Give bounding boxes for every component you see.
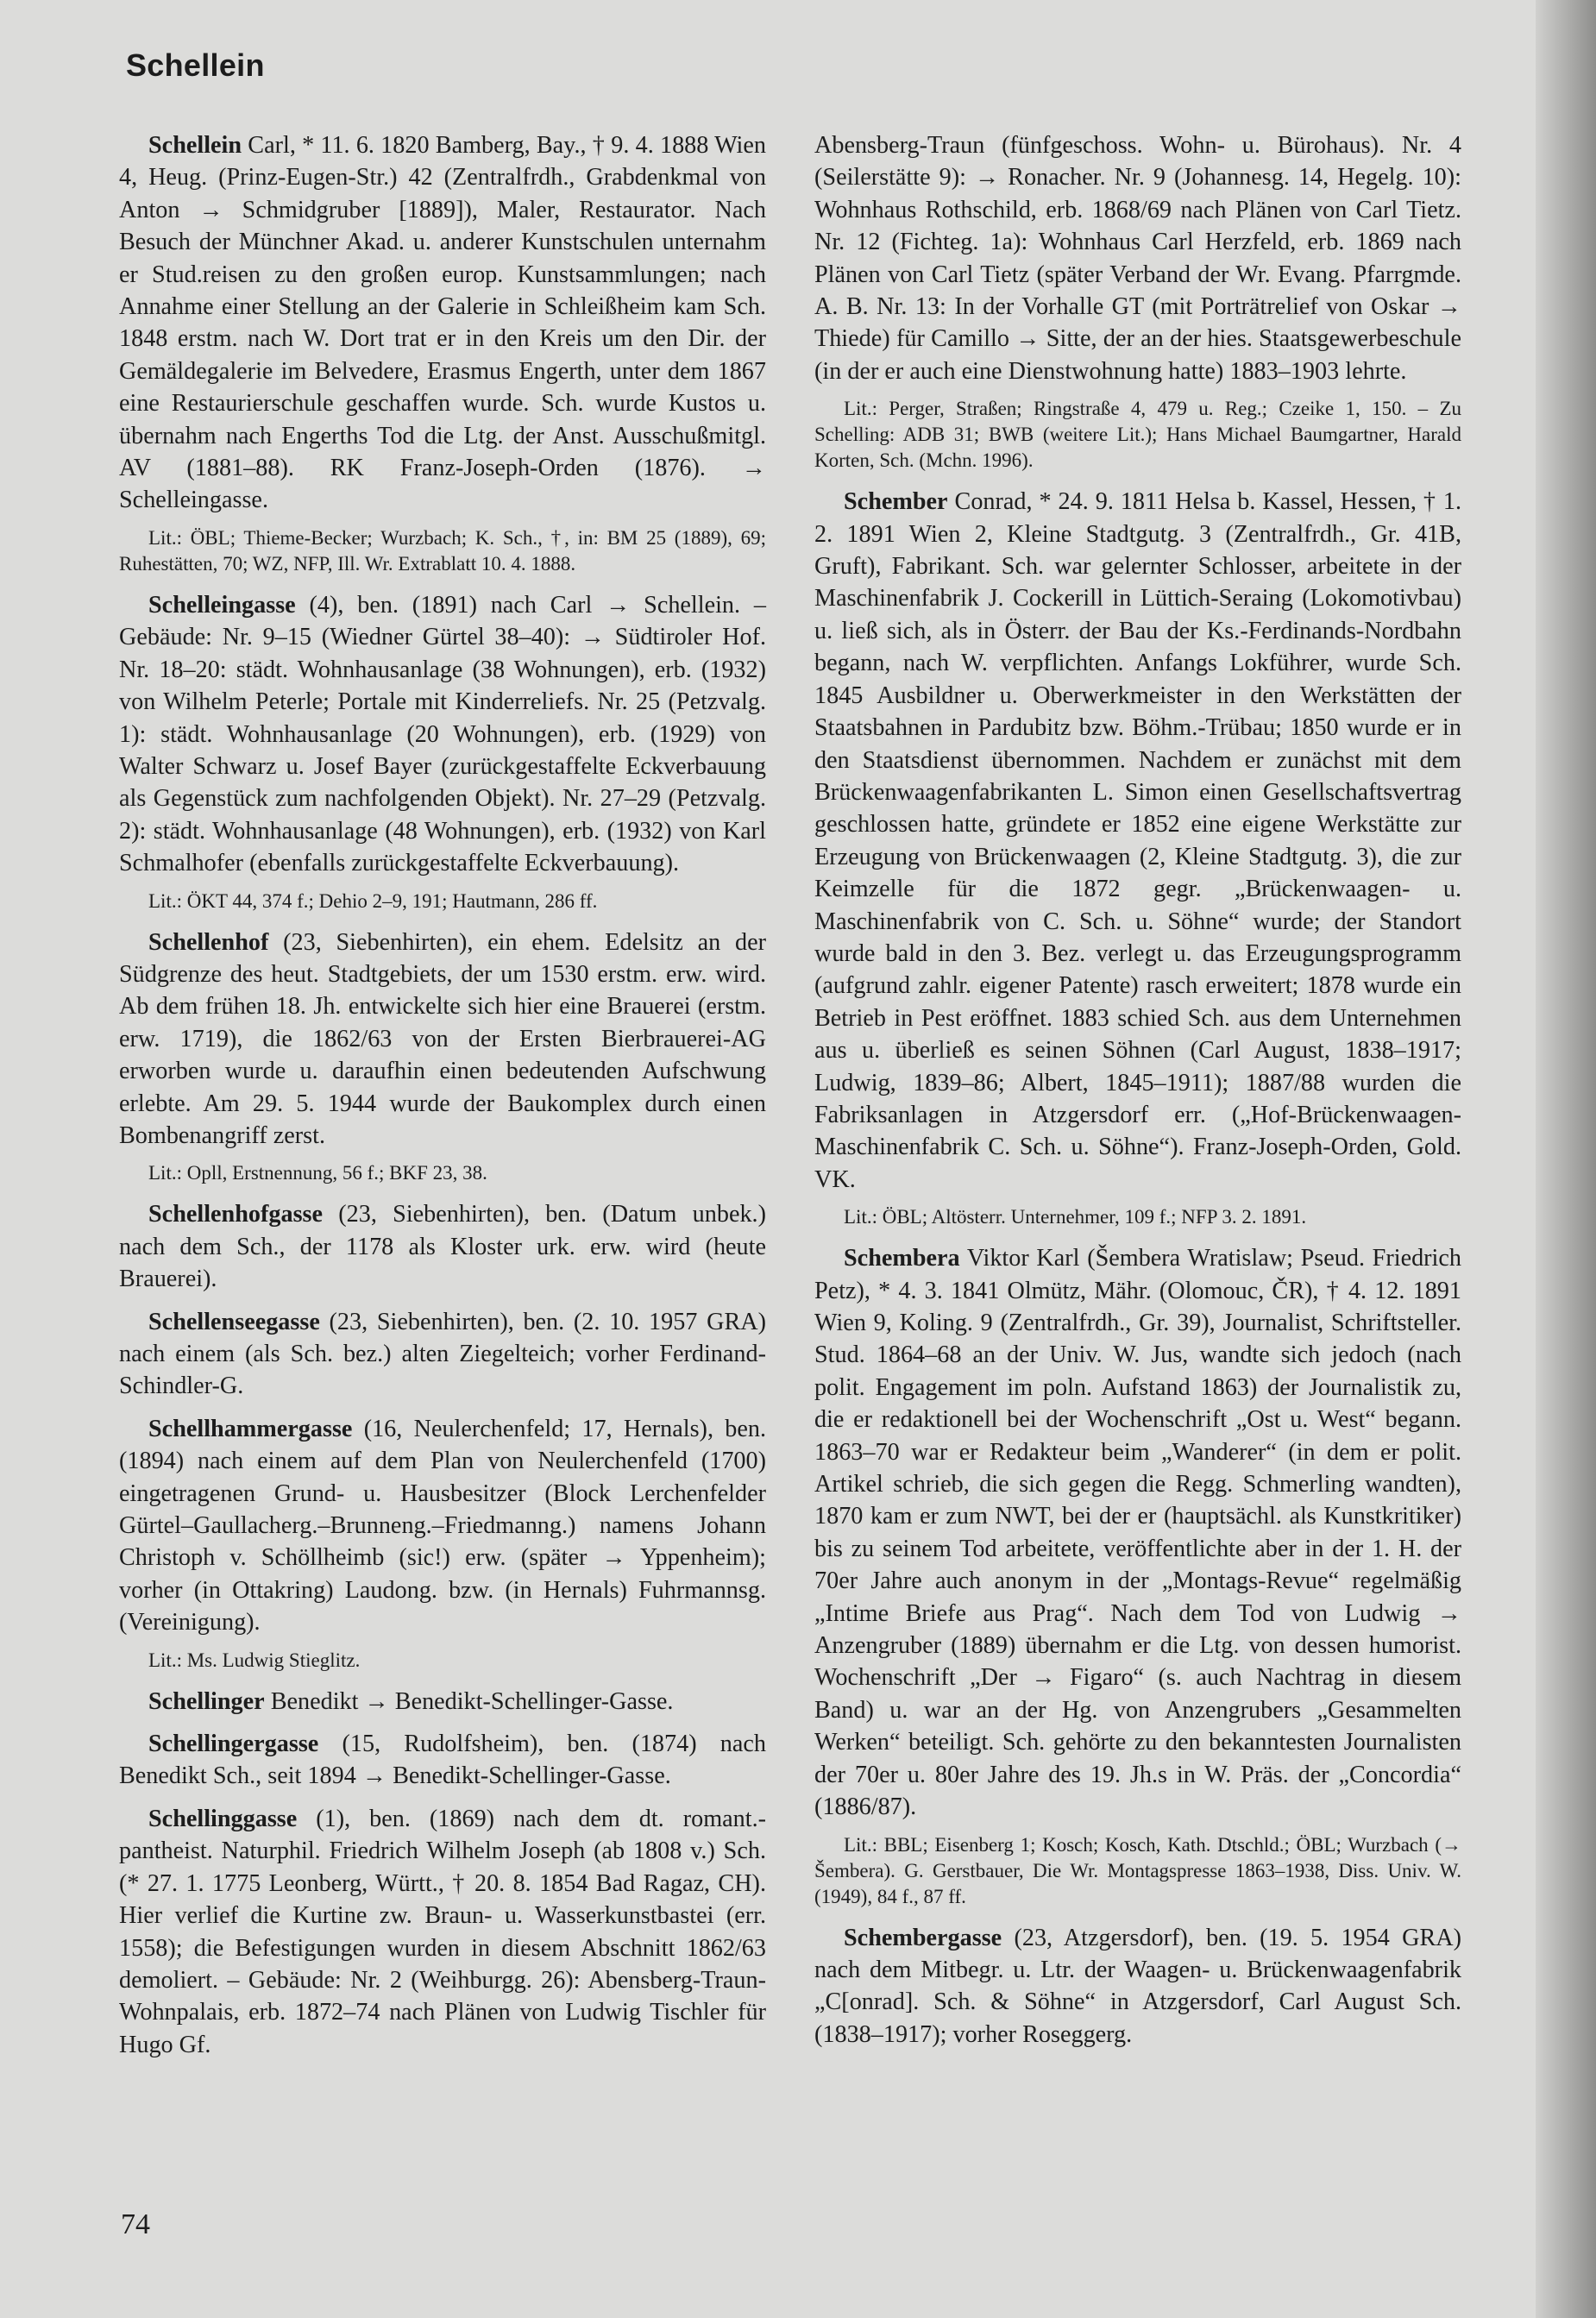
dictionary-entry (119, 1803, 766, 2061)
entry-literature: Lit.: Opll, Erstnennung, 56 f.; BKF 23, 38. (148, 1162, 487, 1184)
entry-headword: Schellenhofgasse (148, 1201, 324, 1228)
dictionary-entry (119, 129, 766, 517)
entry-literature: Lit.: Ms. Ludwig Stieglitz. (148, 1649, 361, 1671)
dictionary-entry (119, 589, 766, 880)
entry-text: (23, Siebenhirten), ein ehem. Edelsitz an der Südgrenze des heut. Stadtgebiets, der um 1530 erstm. erw. wird. Ab dem frühen 18. Jh. entwickelte sich hier eine Brauerei (erstm. erw. 1719), die 1862/63 von der Ersten Bierbrauerei-AG erworben wurde u. daraufhin einen bedeutenden Aufschwung erlebte. Am 29. 5. 1944 wurde der Baukomplex durch einen Bombenangriff zerst. (119, 928, 766, 1149)
entry-literature: Lit.: ÖBL; Altösterr. Unternehmer, 109 f.; NFP 3. 2. 1891. (844, 1206, 1307, 1228)
entry-headword: Schellein (148, 132, 242, 159)
dictionary-entry (119, 1198, 766, 1295)
entry-text: (1), ben. (1869) nach dem dt. romant.-pantheist. Naturphil. Friedrich Wilhelm Joseph (ab 1808 v.) Sch. (* 27. 1. 1775 Leonberg, Württ., † 20. 8. 1854 Bad Ragaz, CH). Hier verlief die Kurtine zw. Braun- u. Wasserkunstbastei (err. 1558); die Befestigungen wurden in diesem Abschnitt 1862/63 demoliert. – Gebäude: Nr. 2 (Weihburgg. 26): Abensberg-Traun-Wohnpalais, erb. 1872–74 nach Plänen von Ludwig Tischler für Hugo Gf. (119, 1805, 766, 2058)
entry-text: (23, Siebenhirten), ben. (Datum unbek.) nach dem Sch., der 1178 als Kloster urk. erw. wird (heute Brauerei). (119, 1201, 766, 1293)
dictionary-entry (814, 486, 1461, 1196)
entry-text: (16, Neulerchenfeld; 17, Hernals), ben. (1894) nach einem auf dem Plan von Neulerchenfeld (1700) eingetragenen Grund- u. Hausbesitzer (Block Lerchenfelder Gürtel–Gaullacherg.–Brunneng.–Friedmanng.) namens Johann Christoph v. Schöllheimb (sic!) erw. (später → Yppenheim); vorher (in Ottakring) Laudong. bzw. (in Hernals) Fuhrmannsg. (Vereinigung). (119, 1415, 766, 1636)
entry-headword: Schellenhof (148, 928, 269, 956)
page-number: 74 (121, 2208, 150, 2240)
entry-headword: Schember (844, 488, 948, 516)
dictionary-entry (119, 1728, 766, 1793)
entry-headword: Schellinger (148, 1687, 265, 1715)
entry-literature: Lit.: BBL; Eisenberg 1; Kosch; Kosch, Kath. Dtschld.; ÖBL; Wurzbach (→ Šembera). G. Gerstbauer, Die Wr. Montagspresse 1863–1938, Diss. Univ. W. (1949), 84 f., 87 ff. (814, 1833, 1461, 1907)
entry-headword: Schembergasse (844, 1924, 1002, 1951)
entry-literature: Lit.: ÖKT 44, 374 f.; Dehio 2–9, 191; Hautmann, 286 ff. (148, 889, 598, 912)
entry-text: Conrad, * 24. 9. 1811 Helsa b. Kassel, Hessen, † 1. 2. 1891 Wien 2, Kleine Stadtgutg. 3 (Zentralfrdh., Gr. 41B, Gruft), Fabrikant. Sch. war gelernter Schlosser, arbeitete in der Maschinenfabrik J. Cockerill in Lüttich-Seraing (Lokomotivbau) u. ließ sich, als in Österr. der Bau der Ks.-Ferdinands-Nordbahn begann, nach W. verpflichten. Anfangs Lokführer, wurde Sch. 1845 Ausbildner u. Oberwerkmeister in den Werkstätten der Staatsbahnen in Pardubitz bzw. Böhm.-Trübau; 1850 wurde er in den Staatsdienst übernommen. Nachdem er zunächst mit dem Brückenwaagenfabrikanten L. Simon einen Gesellschaftsvertrag geschlossen hatte, gründete er 1852 eine eigene Werkstätte zur Erzeugung von Brückenwaagen (2, Kleine Stadtgutg. 3), die zur Keimzelle für die 1872 gegr. „Brückenwaagen- u. Maschinenfabrik von C. Sch. u. Söhne“ wurde; der Standort wurde bald in den 3. Bez. verlegt u. das Erzeugungsprogramm (aufgrund zahlr. eigener Patente) rasch erweitert; 1878 wurde ein Betrieb in Pest eröffnet. 1883 schied Sch. aus dem Unternehmen aus u. überließ es seinen Söhnen (Carl August, 1838–1917; Ludwig, 1839–86; Albert, 1845–1911); 1887/88 wurden die Fabriksanlagen in Atzgersdorf err. („Hof-Brückenwaagen-Maschinenfabrik C. Sch. u. Söhne“). Franz-Joseph-Orden, Gold. VK. (814, 488, 1461, 1193)
right-column (814, 129, 1461, 2061)
page-edge-shadow (1536, 0, 1596, 2318)
dictionary-entry (119, 1686, 766, 1718)
running-head: Schellein (126, 47, 265, 83)
entry-text: (4), ben. (1891) nach Carl → Schellein. – Gebäude: Nr. 9–15 (Wiedner Gürtel 38–40): → Südtiroler Hof. Nr. 18–20: städt. Wohnhausanlage (38 Wohnungen), erb. (1932) von Wilhelm Peterle; Portale mit Kinderreliefs. Nr. 25 (Petzvalg. 1): städt. Wohnhausanlage (20 Wohnungen), erb. (1929) von Walter Schwarz u. Josef Bayer (zurückgestaffelte Eckverbauung als Gegenstück zum nachfolgenden Objekt). Nr. 27–29 (Petzvalg. 2): städt. Wohnhausanlage (48 Wohnungen), erb. (1932) von Karl Schmalhofer (ebenfalls zurückgestaffelte Eckverbauung). (119, 591, 766, 877)
entry-text: Benedikt → Benedikt-Schellinger-Gasse. (264, 1687, 674, 1715)
entry-headword: Schelleingasse (148, 591, 296, 619)
entry-text: (23, Siebenhirten), ben. (2. 10. 1957 GRA) nach einem (als Sch. bez.) alten Ziegelteich; vorher Ferdinand-Schindler-G. (119, 1308, 766, 1400)
entry-literature: Lit.: ÖBL; Thieme-Becker; Wurzbach; K. Sch., †, in: BM 25 (1889), 69; Ruhestätten, 70; WZ, NFP, Ill. Wr. Extrablatt 10. 4. 1888. (119, 526, 766, 575)
entry-headword: Schellingergasse (148, 1731, 319, 1758)
dictionary-entry (814, 129, 1461, 387)
left-column (119, 129, 766, 2071)
entry-headword: Schellinggasse (148, 1805, 298, 1832)
entry-headword: Schembera (844, 1245, 960, 1272)
dictionary-entry (119, 1413, 766, 1639)
entry-headword: Schellenseegasse (148, 1308, 320, 1335)
entry-headword: Schellhammergasse (148, 1415, 353, 1442)
dictionary-entry (119, 1306, 766, 1403)
entry-text: Viktor Karl (Šembera Wratislaw; Pseud. Friedrich Petz), * 4. 3. 1841 Olmütz, Mähr. (Olomouc, ČR), † 4. 12. 1891 Wien 9, Koling. 9 (Zentralfrdh., Gr. 39), Journalist, Schriftsteller. Stud. 1864–68 an der Univ. W. Jus, wandte sich jedoch (nach polit. Engagement im poln. Aufstand 1863) der Journalistik zu, die er redaktionell bei der Wochenschrift „Ost u. West“ begann. 1863–70 war er Redakteur beim „Wanderer“ (in dem er polit. Artikel schrieb, die sich gegen die Regg. Schmerling wandten), 1870 kam er zum NWT, bei der er (hauptsächl. als Kunstkritiker) bis zu seinem Tod arbeitete, veröffentlichte aber in der 1. H. der 70er Jahre auch anonym in der „Montags-Revue“ regelmäßig „Intime Briefe aus Prag“. Nach dem Tod von Ludwig → Anzengruber (1889) übernahm er die Ltg. von dessen humorist. Wochenschrift „Der → Figaro“ (s. auch Nachtrag in diesem Band) u. war an der Hg. von Anzengrubers „Gesammelten Werken“ beteiligt. Sch. gehörte zu den bekanntesten Journalisten der 70er u. 80er Jahre des 19. Jh.s in W. Präs. der „Concordia“ (1886/87). (814, 1245, 1461, 1821)
dictionary-entry (119, 927, 766, 1153)
dictionary-entry (814, 1922, 1461, 2051)
entry-literature: Lit.: Perger, Straßen; Ringstraße 4, 479 u. Reg.; Czeike 1, 150. – Zu Schelling: ADB 31; BWB (weitere Lit.); Hans Michael Baumgartner, Harald Korten, Sch. (Mchn. 1996). (814, 398, 1461, 472)
entry-text: (15, Rudolfsheim), ben. (1874) nach Benedikt Sch., seit 1894 → Benedikt-Schellinger-Gasse. (119, 1731, 766, 1790)
entry-text: Carl, * 11. 6. 1820 Bamberg, Bay., † 9. 4. 1888 Wien 4, Heug. (Prinz-Eugen-Str.) 42 (Zentralfrdh., Grabdenkmal von Anton → Schmidgruber [1889]), Maler, Restaurator. Nach Besuch der Münchner Akad. u. anderer Kunstschulen unternahm er Stud.reisen zu den großen europ. Kunstsammlungen; nach Annahme einer Stellung an der Galerie in Schleißheim kam Sch. 1848 erstm. nach W. Dort trat er in den Kreis um den Dir. der Gemäldegalerie im Belvedere, Erasmus Engerth, unter dem 1867 eine Restaurierschule geschaffen wurde. Sch. wurde Kustos u. übernahm nach Engerths Tod die Ltg. der Anst. Ausschußmitgl. AV (1881–88). RK Franz-Joseph-Orden (1876). → Schelleingasse. (119, 132, 766, 514)
dictionary-entry (814, 1242, 1461, 1823)
entry-text: (23, Atzgersdorf), ben. (19. 5. 1954 GRA) nach dem Mitbegr. u. Ltr. der Waagen- u. Brückenwaagenfabrik „C[onrad]. Sch. & Söhne“ in Atzgersdorf, Carl August Sch. (1838–1917); vorher Roseggerg. (814, 1924, 1461, 2048)
entry-text: Abensberg-Traun (fünfgeschoss. Wohn- u. Bürohaus). Nr. 4 (Seilerstätte 9): → Ronacher. Nr. 9 (Johannesg. 14, Hegelg. 10): Wohnhaus Rothschild, erb. 1868/69 nach Plänen von Carl Tietz. Nr. 12 (Fichteg. 1a): Wohnhaus Carl Herzfeld, erb. 1869 nach Plänen von Carl Tietz (später Verband der Wr. Evang. Pfarrgmde. A. B. Nr. 13: In der Vorhalle GT (mit Porträtrelief von Oskar → Thiede) für Camillo → Sitte, der an der hies. Staatsgewerbeschule (in der er auch eine Dienstwohnung hatte) 1883–1903 lehrte. (814, 132, 1461, 385)
